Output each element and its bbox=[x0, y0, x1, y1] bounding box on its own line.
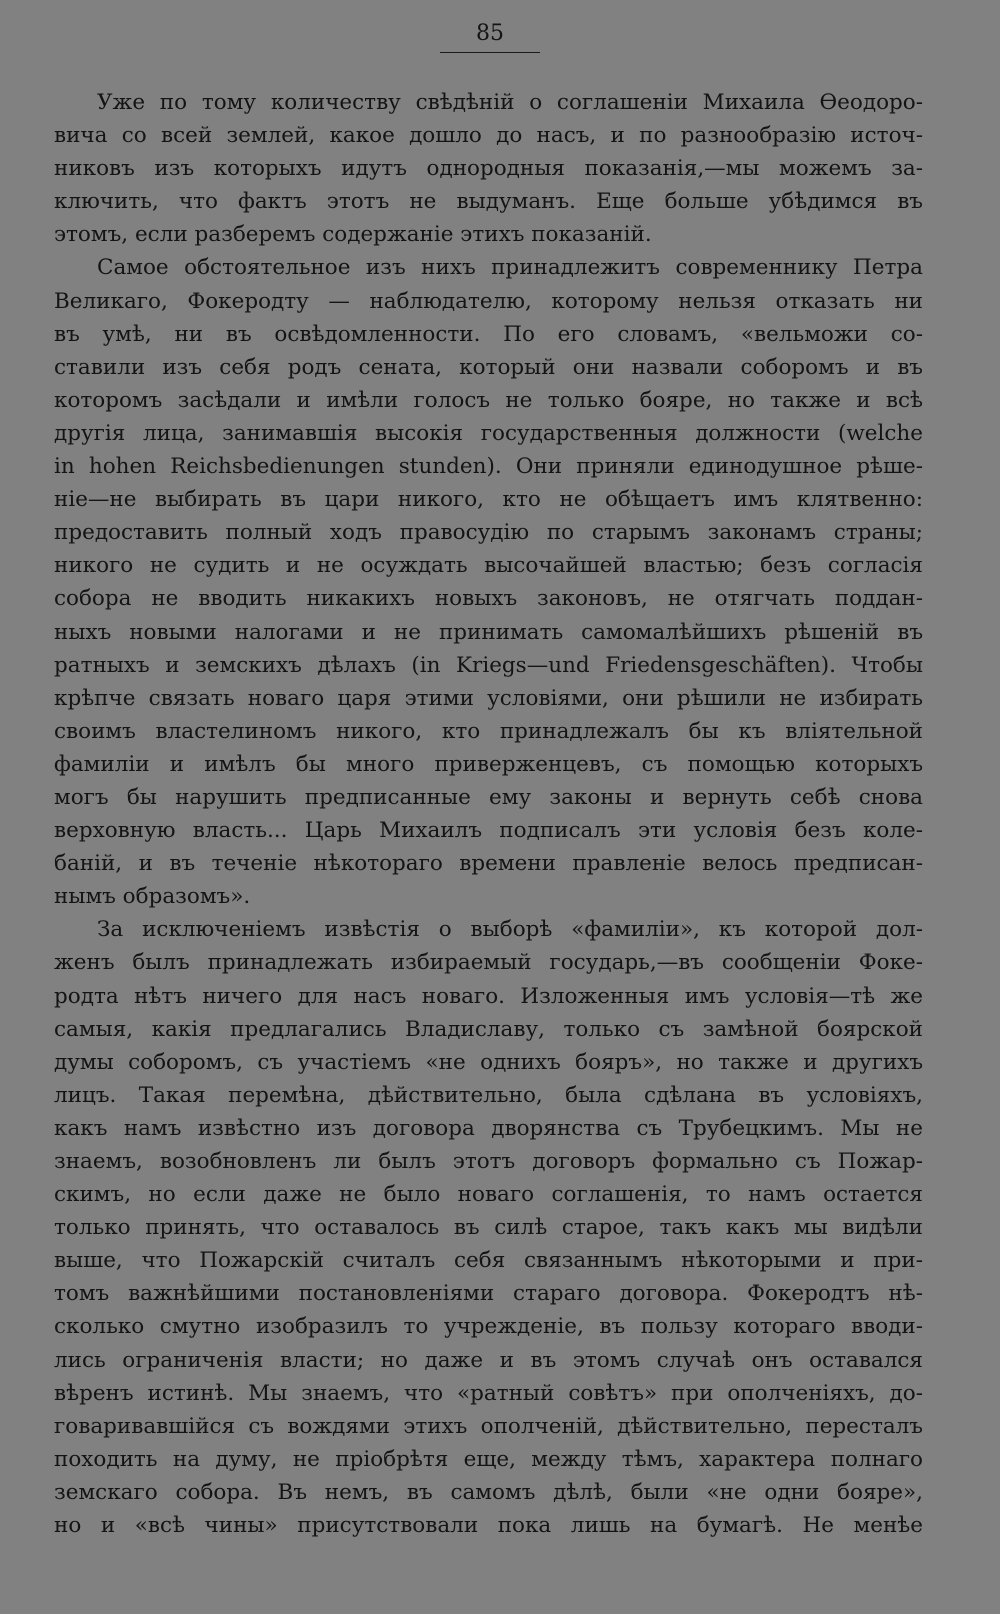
text-line: скимъ, но если даже не было новаго соглашенія, то намъ остается bbox=[54, 1182, 923, 1208]
text-line: выше, что Пожарскій считалъ себя связаннымъ нѣкоторыми и при- bbox=[54, 1248, 923, 1274]
text-line: томъ важнѣйшими постановленіями стараго договора. Фокеродтъ нѣ- bbox=[54, 1281, 923, 1307]
text-line: ніе—не выбирать въ цари никого, кто не обѣщаетъ имъ клятвенно: bbox=[54, 487, 923, 513]
text-line: фамиліи и имѣлъ бы много приверженцевъ, съ помощью которыхъ bbox=[54, 751, 923, 777]
text-line: но и «всѣ чины» присутствовали пока лишь на бумагѣ. Не менѣе bbox=[54, 1513, 923, 1539]
text-line: in hohen Reichsbedienungen stunden). Они приняли единодушное рѣше- bbox=[54, 454, 923, 480]
text-line: лицъ. Такая перемѣна, дѣйствительно, была сдѣлана въ условіяхъ, bbox=[54, 1082, 923, 1108]
text-line: ратныхъ и земскихъ дѣлахъ (in Kriegs—und Friedensgeschäften). Чтобы bbox=[54, 652, 923, 678]
page-number: 85 bbox=[476, 21, 504, 46]
text-line: предоставить полный ходъ правосудію по старымъ законамъ страны; bbox=[54, 520, 923, 546]
text-line: лись ограниченія власти; но даже и въ этомъ случаѣ онъ оставался bbox=[54, 1347, 923, 1373]
text-line: Самое обстоятельное изъ нихъ принадлежитъ современнику Петра bbox=[97, 255, 923, 281]
text-line: женъ былъ принадлежать избираемый государь,—въ сообщеніи Фоке- bbox=[54, 950, 923, 976]
text-line: крѣпче связать новаго царя этими условіями, они рѣшили не избирать bbox=[54, 685, 923, 711]
text-line: думы соборомъ, съ участіемъ «не однихъ бояръ», но также и другихъ bbox=[54, 1049, 923, 1075]
text-line: нымъ образомъ». bbox=[54, 884, 251, 910]
text-line: другія лица, занимавшія высокія государственныя должности (welche bbox=[54, 420, 923, 446]
text-line: сколько смутно изобразилъ то учрежденіе, въ пользу котораго вводи- bbox=[54, 1314, 923, 1340]
text-line: верховную власть... Царь Михаилъ подписалъ эти условія безъ коле- bbox=[54, 818, 923, 844]
text-line: вича со всей землей, какое дошло до насъ, и по разнообразію источ- bbox=[54, 123, 923, 149]
text-line: въ умѣ, ни въ освѣдомленности. По его словамъ, «вельможи со- bbox=[54, 321, 923, 347]
text-line: знаемъ, возобновленъ ли былъ этотъ договоръ формально съ Пожар- bbox=[54, 1149, 923, 1174]
text-line: походить на думу, не пріобрѣтя еще, между тѣмъ, характера полнаго bbox=[54, 1446, 923, 1472]
text-line: родта нѣтъ ничего для насъ новаго. Изложенныя имъ условія—тѣ же bbox=[54, 983, 923, 1009]
text-line: Великаго, Фокеродту — наблюдателю, которому нельзя отказать ни bbox=[54, 288, 923, 314]
text-line: Уже по тому количеству свѣдѣній о соглашеніи Михаила Ѳеодоро- bbox=[97, 90, 923, 115]
page-number-rule bbox=[440, 52, 540, 53]
text-line: самыя, какія предлагались Владиславу, только съ замѣной боярской bbox=[54, 1016, 923, 1042]
text-line: которомъ засѣдали и имѣли голосъ не только бояре, но также и всѣ bbox=[54, 387, 923, 413]
text-line: собора не вводить никакихъ новыхъ законовъ, не отягчать поддан- bbox=[54, 586, 923, 612]
text-line: говаривавшійся съ вождями этихъ ополченій, дѣйствительно, пересталъ bbox=[54, 1413, 923, 1439]
text-line: земскаго собора. Въ немъ, въ самомъ дѣлѣ, были «не одни бояре», bbox=[54, 1479, 923, 1505]
text-line: За исключеніемъ извѣстія о выборѣ «фамиліи», къ которой дол- bbox=[97, 917, 923, 943]
text-line: этомъ, если разберемъ содержаніе этихъ показаній. bbox=[54, 222, 652, 248]
text-line: баній, и въ теченіе нѣкотораго времени правленіе велось предписан- bbox=[54, 851, 923, 877]
text-line: только принять, что оставалось въ силѣ старое, такъ какъ мы видѣли bbox=[54, 1215, 923, 1241]
body-text bbox=[54, 86, 923, 1542]
text-line: никовъ изъ которыхъ идутъ однородныя показанія,—мы можемъ за- bbox=[54, 156, 923, 182]
text-line: ныхъ новыми налогами и не принимать самомалѣйшихъ рѣшеній въ bbox=[54, 619, 923, 645]
text-line: ставили изъ себя родъ сената, который они назвали соборомъ и въ bbox=[54, 354, 923, 380]
text-line: ключить, что фактъ этотъ не выдуманъ. Еще больше убѣдимся въ bbox=[54, 189, 923, 215]
text-line: вѣренъ истинѣ. Мы знаемъ, что «ратный совѣтъ» при ополченіяхъ, до- bbox=[54, 1380, 923, 1406]
text-line: своимъ властелиномъ никого, кто принадлежалъ бы къ вліятельной bbox=[54, 718, 923, 744]
text-line: какъ намъ извѣстно изъ договора дворянства съ Трубецкимъ. Мы не bbox=[54, 1115, 923, 1141]
text-line: никого не судить и не осуждать высочайшей властью; безъ согласія bbox=[54, 553, 923, 579]
text-line: могъ бы нарушить предписанные ему законы и вернуть себѣ снова bbox=[54, 784, 923, 810]
